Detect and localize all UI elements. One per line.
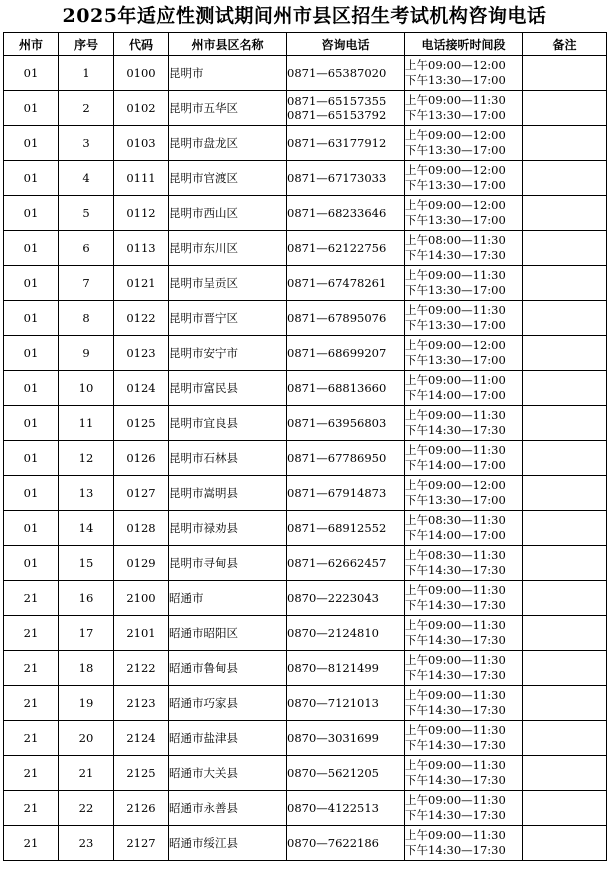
hours-line: 下午14:30—17:30 [405, 633, 506, 647]
zhou-cell: 01 [4, 161, 59, 196]
hours-line: 上午09:00—11:30 [405, 93, 506, 107]
phone-number: 0871—63956803 [287, 416, 387, 430]
hours-line: 下午13:30—17:00 [405, 493, 506, 507]
table-row [4, 791, 607, 826]
phone-cell [287, 231, 405, 266]
hours-cell [405, 826, 523, 861]
code-cell: 0122 [114, 301, 169, 336]
hours-line: 上午09:00—12:00 [405, 128, 506, 142]
table-row [4, 476, 607, 511]
name-cell: 昭通市永善县 [169, 791, 287, 826]
name-cell: 昆明市禄劝县 [169, 511, 287, 546]
zhou-cell: 21 [4, 581, 59, 616]
code-cell: 2124 [114, 721, 169, 756]
phone-number: 0871—67895076 [287, 311, 387, 325]
code-cell: 2123 [114, 686, 169, 721]
phone-cell [287, 686, 405, 721]
hours-cell [405, 231, 523, 266]
table-row [4, 231, 607, 266]
note-cell [523, 371, 607, 406]
code-cell: 0111 [114, 161, 169, 196]
seq-cell: 18 [59, 651, 114, 686]
table-row [4, 511, 607, 546]
hours-line: 下午14:30—17:30 [405, 248, 506, 262]
header-zhou: 州市 [4, 33, 59, 56]
phone-cell [287, 336, 405, 371]
hours-line: 上午09:00—11:30 [405, 653, 506, 667]
name-cell: 昆明市五华区 [169, 91, 287, 126]
phone-cell [287, 301, 405, 336]
hours-cell [405, 196, 523, 231]
code-cell: 0102 [114, 91, 169, 126]
hours-line: 下午13:30—17:00 [405, 213, 506, 227]
hours-cell [405, 336, 523, 371]
name-cell: 昆明市东川区 [169, 231, 287, 266]
zhou-cell: 21 [4, 616, 59, 651]
code-cell: 0127 [114, 476, 169, 511]
hours-line: 上午09:00—11:30 [405, 758, 506, 772]
phone-number: 0871—63177912 [287, 136, 387, 150]
phone-cell [287, 721, 405, 756]
phone-cell [287, 56, 405, 91]
note-cell [523, 721, 607, 756]
hours-cell [405, 161, 523, 196]
zhou-cell: 01 [4, 266, 59, 301]
table-row [4, 581, 607, 616]
note-cell [523, 511, 607, 546]
hours-line: 下午13:30—17:00 [405, 318, 506, 332]
zhou-cell: 01 [4, 231, 59, 266]
name-cell: 昭通市鲁甸县 [169, 651, 287, 686]
note-cell [523, 791, 607, 826]
hours-line: 上午09:00—11:00 [405, 373, 506, 387]
hours-line: 上午09:00—12:00 [405, 58, 506, 72]
phone-cell [287, 581, 405, 616]
header-seq: 序号 [59, 33, 114, 56]
seq-cell: 6 [59, 231, 114, 266]
phone-number: 0871—68699207 [287, 346, 387, 360]
phone-cell [287, 196, 405, 231]
hours-line: 上午09:00—11:30 [405, 828, 506, 842]
phone-cell [287, 616, 405, 651]
name-cell: 昆明市安宁市 [169, 336, 287, 371]
hours-cell [405, 721, 523, 756]
zhou-cell: 01 [4, 126, 59, 161]
header-note: 备注 [523, 33, 607, 56]
phone-number: 0871—68813660 [287, 381, 387, 395]
zhou-cell: 01 [4, 336, 59, 371]
page-title: 2025年适应性测试期间州市县区招生考试机构咨询电话 [62, 5, 547, 27]
code-cell: 0126 [114, 441, 169, 476]
zhou-cell: 01 [4, 476, 59, 511]
table-row [4, 616, 607, 651]
phone-cell [287, 511, 405, 546]
header-hours: 电话接听时间段 [405, 33, 523, 56]
note-cell [523, 686, 607, 721]
note-cell [523, 336, 607, 371]
table-row [4, 161, 607, 196]
note-cell [523, 406, 607, 441]
zhou-cell: 01 [4, 371, 59, 406]
note-cell [523, 56, 607, 91]
hours-line: 上午08:00—11:30 [405, 233, 506, 247]
phone-number: 0870—7121013 [287, 696, 379, 710]
note-cell [523, 231, 607, 266]
hours-cell [405, 616, 523, 651]
hours-line: 下午13:30—17:00 [405, 73, 506, 87]
hours-line: 下午14:00—17:00 [405, 388, 506, 402]
seq-cell: 11 [59, 406, 114, 441]
note-cell [523, 581, 607, 616]
seq-cell: 9 [59, 336, 114, 371]
hours-cell [405, 301, 523, 336]
phone-number: 0870—5621205 [287, 766, 379, 780]
hours-line: 上午09:00—11:30 [405, 723, 506, 737]
zhou-cell: 01 [4, 56, 59, 91]
table-row [4, 196, 607, 231]
code-cell: 0100 [114, 56, 169, 91]
hours-line: 上午09:00—11:30 [405, 688, 506, 702]
note-cell [523, 126, 607, 161]
name-cell: 昭通市盐津县 [169, 721, 287, 756]
name-cell: 昆明市官渡区 [169, 161, 287, 196]
hours-line: 上午09:00—11:30 [405, 583, 506, 597]
hours-line: 上午09:00—12:00 [405, 163, 506, 177]
phone-number: 0870—2124810 [287, 626, 379, 640]
note-cell [523, 756, 607, 791]
header-code: 代码 [114, 33, 169, 56]
seq-cell: 21 [59, 756, 114, 791]
seq-cell: 17 [59, 616, 114, 651]
note-cell [523, 441, 607, 476]
seq-cell: 8 [59, 301, 114, 336]
phone-number: 0871—67914873 [287, 486, 387, 500]
hours-line: 上午09:00—11:30 [405, 618, 506, 632]
header-phone: 咨询电话 [287, 33, 405, 56]
name-cell: 昆明市寻甸县 [169, 546, 287, 581]
seq-cell: 1 [59, 56, 114, 91]
phone-cell [287, 91, 405, 126]
table-row [4, 756, 607, 791]
hours-line: 下午13:30—17:00 [405, 108, 506, 122]
table-row [4, 651, 607, 686]
zhou-cell: 21 [4, 651, 59, 686]
table-row [4, 371, 607, 406]
seq-cell: 13 [59, 476, 114, 511]
phone-cell [287, 406, 405, 441]
phone-number: 0871—65387020 [287, 66, 387, 80]
phone-number: 0870—7622186 [287, 836, 379, 850]
phone-number: 0870—8121499 [287, 661, 379, 675]
hours-line: 下午14:00—17:00 [405, 528, 506, 542]
phone-cell [287, 476, 405, 511]
hours-line: 下午14:30—17:30 [405, 808, 506, 822]
hours-line: 下午14:30—17:30 [405, 843, 506, 857]
phone-cell [287, 266, 405, 301]
seq-cell: 22 [59, 791, 114, 826]
hours-line: 上午09:00—11:30 [405, 443, 506, 457]
name-cell: 昭通市大关县 [169, 756, 287, 791]
phone-cell [287, 791, 405, 826]
hours-cell [405, 511, 523, 546]
code-cell: 2100 [114, 581, 169, 616]
hours-line: 下午13:30—17:00 [405, 143, 506, 157]
phone-number: 0870—3031699 [287, 731, 379, 745]
hours-line: 上午08:30—11:30 [405, 513, 506, 527]
phone-cell [287, 826, 405, 861]
phone-number: 0871—68233646 [287, 206, 387, 220]
hours-line: 下午14:30—17:30 [405, 703, 506, 717]
hours-line: 上午09:00—12:00 [405, 198, 506, 212]
header-name: 州市县区名称 [169, 33, 287, 56]
hours-cell [405, 406, 523, 441]
note-cell [523, 266, 607, 301]
zhou-cell: 21 [4, 756, 59, 791]
phone-number: 0871—67173033 [287, 171, 387, 185]
table-row [4, 686, 607, 721]
code-cell: 2122 [114, 651, 169, 686]
seq-cell: 16 [59, 581, 114, 616]
phone-cell [287, 756, 405, 791]
phone-number: 0871—65157355 [287, 94, 387, 108]
zhou-cell: 01 [4, 546, 59, 581]
code-cell: 2101 [114, 616, 169, 651]
table-row [4, 546, 607, 581]
note-cell [523, 196, 607, 231]
phone-cell [287, 161, 405, 196]
hours-cell [405, 126, 523, 161]
hours-line: 下午13:30—17:00 [405, 178, 506, 192]
name-cell: 昆明市宜良县 [169, 406, 287, 441]
name-cell: 昆明市富民县 [169, 371, 287, 406]
code-cell: 0124 [114, 371, 169, 406]
name-cell: 昭通市 [169, 581, 287, 616]
zhou-cell: 01 [4, 196, 59, 231]
hours-line: 下午14:30—17:30 [405, 738, 506, 752]
zhou-cell: 01 [4, 511, 59, 546]
table-row [4, 336, 607, 371]
phone-number: 0871—65153792 [287, 108, 387, 122]
phone-number: 0871—62122756 [287, 241, 387, 255]
code-cell: 0129 [114, 546, 169, 581]
code-cell: 2127 [114, 826, 169, 861]
hours-cell [405, 756, 523, 791]
table-row [4, 406, 607, 441]
hours-cell [405, 476, 523, 511]
note-cell [523, 161, 607, 196]
hours-line: 下午14:30—17:30 [405, 668, 506, 682]
table-row [4, 826, 607, 861]
note-cell [523, 476, 607, 511]
code-cell: 0112 [114, 196, 169, 231]
code-cell: 0128 [114, 511, 169, 546]
hours-line: 下午13:30—17:00 [405, 283, 506, 297]
phone-number: 0871—68912552 [287, 521, 387, 535]
phone-cell [287, 546, 405, 581]
header-row [4, 33, 607, 56]
seq-cell: 19 [59, 686, 114, 721]
code-cell: 0123 [114, 336, 169, 371]
table-row [4, 266, 607, 301]
hours-cell [405, 686, 523, 721]
zhou-cell: 21 [4, 686, 59, 721]
name-cell: 昭通市巧家县 [169, 686, 287, 721]
zhou-cell: 01 [4, 406, 59, 441]
hours-line: 下午14:30—17:30 [405, 598, 506, 612]
zhou-cell: 01 [4, 441, 59, 476]
name-cell: 昭通市绥江县 [169, 826, 287, 861]
hours-line: 上午09:00—12:00 [405, 478, 506, 492]
hours-line: 上午09:00—11:30 [405, 793, 506, 807]
hours-cell [405, 371, 523, 406]
hours-cell [405, 651, 523, 686]
code-cell: 0125 [114, 406, 169, 441]
hours-cell [405, 581, 523, 616]
table-row [4, 91, 607, 126]
table-row [4, 126, 607, 161]
name-cell: 昆明市西山区 [169, 196, 287, 231]
seq-cell: 23 [59, 826, 114, 861]
seq-cell: 14 [59, 511, 114, 546]
note-cell [523, 651, 607, 686]
table-row [4, 441, 607, 476]
code-cell: 2125 [114, 756, 169, 791]
name-cell: 昆明市呈贡区 [169, 266, 287, 301]
hours-line: 上午09:00—11:30 [405, 268, 506, 282]
name-cell: 昭通市昭阳区 [169, 616, 287, 651]
hours-line: 下午14:30—17:30 [405, 423, 506, 437]
code-cell: 2126 [114, 791, 169, 826]
phone-cell [287, 441, 405, 476]
name-cell: 昆明市晋宁区 [169, 301, 287, 336]
phone-cell [287, 651, 405, 686]
phone-number: 0871—62662457 [287, 556, 387, 570]
table-row [4, 56, 607, 91]
hours-line: 下午14:30—17:30 [405, 563, 506, 577]
hours-cell [405, 266, 523, 301]
contact-table [3, 32, 607, 861]
note-cell [523, 301, 607, 336]
hours-line: 下午14:30—17:30 [405, 773, 506, 787]
seq-cell: 12 [59, 441, 114, 476]
phone-number: 0870—4122513 [287, 801, 379, 815]
seq-cell: 2 [59, 91, 114, 126]
hours-line: 上午09:00—12:00 [405, 338, 506, 352]
table-row [4, 301, 607, 336]
note-cell [523, 826, 607, 861]
code-cell: 0103 [114, 126, 169, 161]
seq-cell: 20 [59, 721, 114, 756]
hours-cell [405, 791, 523, 826]
hours-cell [405, 91, 523, 126]
hours-line: 上午08:30—11:30 [405, 548, 506, 562]
note-cell [523, 616, 607, 651]
phone-number: 0870—2223043 [287, 591, 379, 605]
hours-line: 上午09:00—11:30 [405, 303, 506, 317]
seq-cell: 5 [59, 196, 114, 231]
phone-number: 0871—67786950 [287, 451, 387, 465]
hours-line: 下午13:30—17:00 [405, 353, 506, 367]
table-row [4, 721, 607, 756]
seq-cell: 7 [59, 266, 114, 301]
note-cell [523, 546, 607, 581]
phone-number: 0871—67478261 [287, 276, 387, 290]
hours-cell [405, 546, 523, 581]
phone-cell [287, 371, 405, 406]
zhou-cell: 21 [4, 721, 59, 756]
name-cell: 昆明市盘龙区 [169, 126, 287, 161]
name-cell: 昆明市石林县 [169, 441, 287, 476]
seq-cell: 4 [59, 161, 114, 196]
seq-cell: 15 [59, 546, 114, 581]
code-cell: 0113 [114, 231, 169, 266]
code-cell: 0121 [114, 266, 169, 301]
phone-cell [287, 126, 405, 161]
zhou-cell: 01 [4, 91, 59, 126]
zhou-cell: 21 [4, 791, 59, 826]
note-cell [523, 91, 607, 126]
zhou-cell: 21 [4, 826, 59, 861]
name-cell: 昆明市 [169, 56, 287, 91]
hours-cell [405, 441, 523, 476]
hours-line: 上午09:00—11:30 [405, 408, 506, 422]
name-cell: 昆明市嵩明县 [169, 476, 287, 511]
zhou-cell: 01 [4, 301, 59, 336]
seq-cell: 3 [59, 126, 114, 161]
seq-cell: 10 [59, 371, 114, 406]
hours-cell [405, 56, 523, 91]
hours-line: 下午14:00—17:00 [405, 458, 506, 472]
